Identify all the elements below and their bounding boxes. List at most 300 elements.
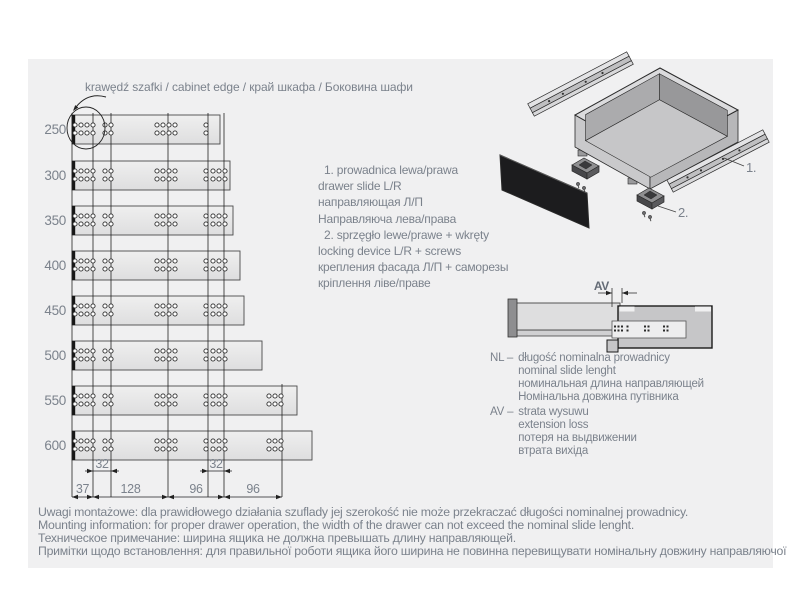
drill-hole	[155, 447, 159, 451]
rail-hole	[562, 93, 564, 95]
slide-length-label: 550	[44, 393, 66, 408]
drill-hole	[273, 439, 277, 443]
drill-hole	[85, 214, 89, 218]
drill-hole	[267, 439, 271, 443]
drill-hole	[91, 349, 95, 353]
drill-hole	[211, 394, 215, 398]
drill-hole	[217, 402, 221, 406]
drill-hole	[85, 357, 89, 361]
pitch-dimension-label: 32	[95, 457, 109, 471]
drill-hole	[204, 169, 208, 173]
drill-hole	[155, 259, 159, 263]
drill-hole	[79, 259, 83, 263]
drill-hole	[161, 222, 165, 226]
cabinet-bottom-tab	[607, 340, 618, 352]
screw-icon	[576, 182, 579, 185]
screw-icon	[648, 215, 651, 218]
drill-hole	[85, 439, 89, 443]
rail-hole	[648, 326, 650, 328]
dimension-arrow-icon	[111, 469, 117, 473]
dimension-arrow-icon	[93, 495, 99, 499]
rail-hole	[614, 330, 616, 332]
drill-hole	[211, 169, 215, 173]
drill-hole	[109, 259, 113, 263]
drill-hole	[85, 447, 89, 451]
drill-hole	[73, 349, 77, 353]
drill-hole	[273, 447, 277, 451]
screw-icon	[582, 186, 585, 189]
drill-hole	[91, 123, 95, 127]
slide-length-diagram	[36, 96, 316, 506]
drill-hole	[211, 357, 215, 361]
cabinet-edge-cap	[72, 251, 75, 280]
callout-arrow-icon	[76, 96, 106, 107]
av-term: AV –	[490, 406, 514, 418]
slide-length-label: 250	[44, 122, 66, 137]
drill-hole	[91, 447, 95, 451]
drill-hole	[73, 267, 77, 271]
rail-hole	[601, 72, 603, 74]
drill-hole	[79, 222, 83, 226]
drill-hole	[173, 131, 177, 135]
slide-bar-300	[72, 161, 230, 190]
drill-hole	[217, 259, 221, 263]
slide-length-label: 450	[44, 303, 66, 318]
drawer-exploded-view	[485, 15, 795, 250]
drill-hole	[161, 123, 165, 127]
dimension-arrow-icon	[224, 469, 230, 473]
drill-hole	[109, 267, 113, 271]
drill-hole	[91, 312, 95, 316]
drill-hole	[223, 447, 227, 451]
drill-hole	[223, 312, 227, 316]
note-line: втрата вихіда	[518, 445, 589, 457]
drill-hole	[91, 222, 95, 226]
drill-hole	[167, 439, 171, 443]
slide-bar-450	[72, 296, 244, 325]
drill-hole	[85, 267, 89, 271]
drill-hole	[79, 267, 83, 271]
drill-hole	[91, 267, 95, 271]
drill-hole	[211, 177, 215, 181]
drill-hole	[79, 447, 83, 451]
drill-hole	[79, 394, 83, 398]
drill-hole	[79, 304, 83, 308]
drill-hole	[109, 123, 113, 127]
drill-hole	[109, 222, 113, 226]
drill-hole	[223, 304, 227, 308]
rail-hole	[548, 100, 550, 102]
drill-hole	[73, 169, 77, 173]
drill-hole	[73, 357, 77, 361]
mounting-note-line: Примітки щодо встановлення: для правильної роботи ящика його ширина не повинна перевищувати номінальну довжину направляючої	[38, 543, 787, 558]
cabinet-edge-cap	[72, 115, 75, 144]
drill-hole	[103, 177, 107, 181]
drill-hole	[155, 349, 159, 353]
drill-hole	[167, 267, 171, 271]
drill-hole	[173, 214, 177, 218]
drawer-side-extended	[516, 303, 620, 330]
drill-hole	[161, 177, 165, 181]
drill-hole	[279, 447, 283, 451]
drill-hole	[73, 312, 77, 316]
nl-definition-note	[490, 352, 704, 404]
drill-hole	[103, 349, 107, 353]
mounting-note-line: Техническое примечание: ширина ящика не должна превышать длину направляющей.	[38, 530, 516, 545]
drill-hole	[73, 214, 77, 218]
drill-hole	[173, 447, 177, 451]
nl-term: NL –	[490, 352, 514, 364]
drill-hole	[79, 349, 83, 353]
rail-hole	[644, 326, 646, 328]
drill-hole	[103, 214, 107, 218]
drill-hole	[223, 222, 227, 226]
drill-hole	[223, 357, 227, 361]
drill-hole	[167, 177, 171, 181]
drill-hole	[109, 131, 113, 135]
drill-hole	[85, 312, 89, 316]
note-line: номинальная длина направляющей	[518, 378, 704, 390]
drill-hole	[79, 357, 83, 361]
drill-hole	[73, 447, 77, 451]
drill-hole	[204, 267, 208, 271]
drill-hole	[267, 447, 271, 451]
drill-hole	[167, 131, 171, 135]
drill-hole	[204, 131, 208, 135]
drill-hole	[217, 222, 221, 226]
legend-line: направляющая Л/П	[318, 195, 423, 210]
drill-hole	[109, 312, 113, 316]
parts-legend	[318, 162, 508, 292]
screw-thread	[578, 186, 579, 189]
drill-hole	[79, 439, 83, 443]
drill-hole	[217, 304, 221, 308]
drill-hole	[91, 439, 95, 443]
drill-hole	[204, 312, 208, 316]
drill-hole	[73, 439, 77, 443]
drill-hole	[161, 304, 165, 308]
drill-hole	[267, 394, 271, 398]
drill-hole	[155, 267, 159, 271]
rail-hole	[644, 330, 646, 332]
drill-hole	[173, 177, 177, 181]
drill-hole	[109, 394, 113, 398]
slide-bar-body	[72, 161, 230, 190]
drill-hole	[211, 259, 215, 263]
drill-hole	[273, 402, 277, 406]
drill-hole	[109, 214, 113, 218]
drill-hole	[167, 123, 171, 127]
drill-hole	[91, 304, 95, 308]
drill-hole	[211, 214, 215, 218]
drill-hole	[223, 177, 227, 181]
dimension-arrow-icon	[218, 495, 224, 499]
drill-hole	[161, 439, 165, 443]
dimension-arrow-icon	[224, 495, 230, 499]
note-line: długość nominalna prowadnicy	[518, 352, 670, 364]
mounting-note-line: Uwagi montażowe: dla prawidłowego działania szuflady jej szerokość nie może przekraczać długości nominalnej prowadnicy.	[38, 505, 689, 519]
drill-hole	[211, 447, 215, 451]
slide-bar-550	[72, 386, 297, 415]
drill-hole	[217, 214, 221, 218]
drill-hole	[85, 349, 89, 353]
drill-hole	[103, 402, 107, 406]
slide-bar-body	[72, 341, 262, 370]
drill-hole	[161, 214, 165, 218]
drill-hole	[155, 394, 159, 398]
drill-hole	[109, 304, 113, 308]
extension-loss-diagram	[488, 272, 788, 362]
drill-hole	[73, 259, 77, 263]
slide-length-label: 300	[44, 168, 66, 183]
drill-hole	[161, 394, 165, 398]
drill-hole	[167, 357, 171, 361]
drill-hole	[85, 222, 89, 226]
drill-hole	[223, 439, 227, 443]
cabinet-edge-cap	[72, 296, 75, 325]
dimension-arrow-icon	[87, 469, 93, 473]
drill-hole	[161, 402, 165, 406]
drill-hole	[217, 394, 221, 398]
note-line: extension loss	[518, 419, 589, 431]
front-dimension-label: 96	[246, 482, 260, 496]
slide-bar-body	[72, 431, 312, 460]
drill-hole	[211, 222, 215, 226]
drill-hole	[155, 177, 159, 181]
drill-hole	[173, 402, 177, 406]
slide-bar-600	[72, 431, 312, 460]
cabinet-notch	[695, 307, 711, 312]
drill-hole	[167, 312, 171, 316]
drill-hole	[73, 304, 77, 308]
drill-hole	[155, 439, 159, 443]
drill-hole	[173, 304, 177, 308]
drill-hole	[217, 267, 221, 271]
drill-hole	[155, 304, 159, 308]
rail-hole	[738, 149, 740, 151]
drill-hole	[155, 222, 159, 226]
screw-icon	[642, 211, 645, 214]
drill-hole	[73, 123, 77, 127]
rail-hole	[614, 326, 616, 328]
drill-hole	[91, 131, 95, 135]
drill-hole	[91, 214, 95, 218]
slide-bar-350	[72, 206, 233, 235]
drill-hole	[273, 394, 277, 398]
legend-line: 2. sprzęgło lewe/prawe + wkręty	[324, 227, 489, 242]
note-line: потеря на выдвижении	[518, 432, 637, 444]
drill-hole	[223, 259, 227, 263]
drill-hole	[85, 304, 89, 308]
drill-hole	[217, 349, 221, 353]
drill-hole	[91, 169, 95, 173]
drill-hole	[103, 222, 107, 226]
drill-hole	[204, 349, 208, 353]
drill-hole	[173, 312, 177, 316]
note-line: nominal slide lenght	[518, 365, 616, 377]
dimension-arrow-icon	[168, 495, 174, 499]
dimension-arrow-icon	[276, 495, 282, 499]
drill-hole	[223, 402, 227, 406]
drill-hole	[91, 402, 95, 406]
drill-hole	[161, 357, 165, 361]
drill-hole	[109, 169, 113, 173]
drill-hole	[73, 402, 77, 406]
drill-hole	[167, 259, 171, 263]
drill-hole	[85, 131, 89, 135]
rail-hole	[663, 326, 665, 328]
drill-hole	[204, 447, 208, 451]
drill-hole	[204, 304, 208, 308]
drill-hole	[167, 349, 171, 353]
drill-hole	[223, 169, 227, 173]
leader-line	[658, 206, 676, 212]
drill-hole	[85, 169, 89, 173]
locking-device-left	[572, 158, 599, 179]
front-dimension-label: 128	[120, 482, 141, 496]
drill-hole	[211, 304, 215, 308]
slide-bar-body	[72, 251, 240, 280]
drill-hole	[155, 402, 159, 406]
drill-hole	[204, 214, 208, 218]
drill-hole	[167, 402, 171, 406]
drill-hole	[173, 267, 177, 271]
drill-hole	[161, 267, 165, 271]
rail-hole	[627, 330, 629, 332]
drill-hole	[103, 267, 107, 271]
drill-hole	[73, 394, 77, 398]
slide-bar-400	[72, 251, 240, 280]
drill-hole	[217, 312, 221, 316]
av-dimension-label: AV	[593, 279, 609, 293]
front-dimension-label: 96	[189, 482, 203, 496]
slide-length-label: 600	[44, 438, 66, 453]
legend-line: locking device L/R + screws	[318, 244, 461, 259]
dimension-arrow-icon	[162, 495, 168, 499]
drill-hole	[217, 447, 221, 451]
drill-hole	[217, 357, 221, 361]
av-definition-note	[490, 406, 637, 458]
drill-hole	[155, 357, 159, 361]
drill-hole	[217, 439, 221, 443]
drill-hole	[109, 177, 113, 181]
drill-hole	[173, 439, 177, 443]
slide-length-label: 500	[44, 348, 66, 363]
drill-hole	[85, 259, 89, 263]
drill-hole	[204, 222, 208, 226]
drill-hole	[211, 312, 215, 316]
drill-hole	[79, 131, 83, 135]
drill-hole	[103, 447, 107, 451]
slide-lower-profile	[517, 330, 617, 336]
slide-bar-body	[72, 386, 297, 415]
cabinet-edge-cap	[72, 431, 75, 460]
drill-hole	[109, 349, 113, 353]
rail-hole	[700, 169, 702, 171]
rail-hole	[618, 330, 620, 332]
cabinet-edge-cap	[72, 386, 75, 415]
drill-hole	[85, 177, 89, 181]
legend-line: кріплення ліве/праве	[318, 276, 431, 291]
av-note-lines	[518, 406, 636, 458]
drill-hole	[79, 123, 83, 127]
drill-hole	[91, 357, 95, 361]
drill-hole	[204, 394, 208, 398]
drill-hole	[173, 349, 177, 353]
drill-hole	[109, 439, 113, 443]
cabinet-notch	[620, 307, 635, 312]
drill-hole	[73, 177, 77, 181]
rail-hole	[648, 330, 650, 332]
drill-hole	[155, 123, 159, 127]
drill-hole	[173, 123, 177, 127]
drill-hole	[217, 169, 221, 173]
locking-device-right	[637, 188, 664, 209]
dimension-arrow-icon	[202, 469, 208, 473]
drill-hole	[85, 402, 89, 406]
drill-hole	[167, 304, 171, 308]
drill-hole	[279, 439, 283, 443]
drill-hole	[217, 177, 221, 181]
drill-hole	[173, 259, 177, 263]
drill-hole	[161, 259, 165, 263]
drill-hole	[85, 394, 89, 398]
drill-hole	[109, 402, 113, 406]
drill-hole	[103, 312, 107, 316]
slide-length-label: 350	[44, 213, 66, 228]
screw-thread	[644, 215, 645, 218]
pitch-dimension-label: 32	[209, 457, 223, 471]
drill-hole	[161, 447, 165, 451]
drill-hole	[211, 402, 215, 406]
note-line: Номінальна довжина путівника	[518, 391, 679, 403]
drill-hole	[167, 222, 171, 226]
drill-hole	[204, 123, 208, 127]
cabinet-edge-cap	[72, 341, 75, 370]
drill-hole	[79, 169, 83, 173]
drill-hole	[204, 177, 208, 181]
drill-hole	[91, 394, 95, 398]
mounting-note-line: Mounting information: for proper drawer operation, the width of the drawer can not exceed the nominal slide lenght.	[38, 517, 635, 532]
drill-hole	[73, 131, 77, 135]
drill-hole	[173, 394, 177, 398]
rail-hole	[722, 158, 724, 160]
page-title: krawędź szafki / cabinet edge / край шкафа / Боковина шафи	[85, 80, 413, 94]
drill-hole	[155, 131, 159, 135]
slide-bar-body	[72, 296, 244, 325]
drill-hole	[109, 447, 113, 451]
legend-line: крепления фасада Л/П + саморезы	[318, 260, 509, 275]
drill-hole	[167, 447, 171, 451]
drill-hole	[103, 259, 107, 263]
drill-hole	[91, 177, 95, 181]
drill-hole	[79, 312, 83, 316]
rail-hole	[667, 330, 669, 332]
drill-hole	[167, 214, 171, 218]
drill-hole	[204, 357, 208, 361]
slide-part-label: 1.	[746, 160, 757, 175]
slide-bar-500	[72, 341, 262, 370]
slide-bar-250	[72, 115, 220, 144]
drill-hole	[103, 394, 107, 398]
legend-line: 1. prowadnica lewa/prawa	[324, 163, 458, 177]
drill-hole	[161, 349, 165, 353]
nl-note-lines	[518, 352, 704, 404]
drill-hole	[223, 394, 227, 398]
drill-hole	[204, 439, 208, 443]
drill-hole	[73, 222, 77, 226]
drill-hole	[223, 349, 227, 353]
